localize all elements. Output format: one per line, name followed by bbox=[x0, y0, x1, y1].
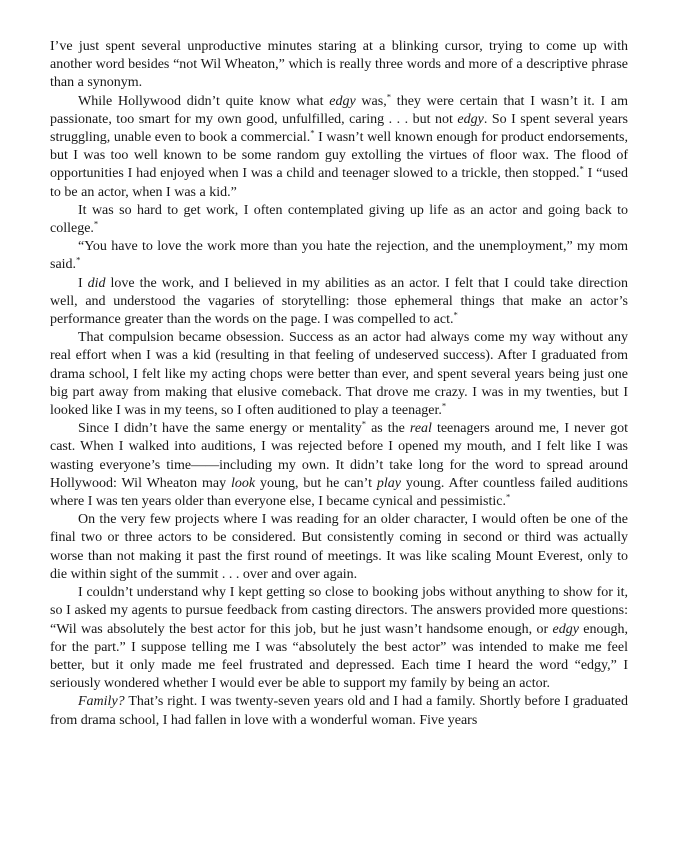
body-text: That compulsion became obsession. Success as an actor had always come my way without any real effort when I was a kid (resulting in that feeling of undeserved success). After I graduated from drama school, I felt like my acting chops were better than ever, and spent several years being just one big part away from making that elusive comeback. That drove me crazy. I was in my twenties, but I looked like I was in my teens, so I often auditioned to play a teenager. bbox=[50, 330, 628, 419]
body-text: “You have to love the work more than you hate the rejection, and the unemployment,” my mom said. bbox=[50, 239, 628, 273]
footnote-marker: * bbox=[453, 309, 458, 320]
emphasis-text: edgy bbox=[329, 93, 356, 109]
paragraph bbox=[50, 511, 628, 584]
body-text: Since I didn’t have the same energy or mentality bbox=[78, 421, 362, 437]
body-text: as the bbox=[366, 421, 410, 437]
body-text: young, but he can’t bbox=[255, 475, 377, 491]
body-text: I wasn’t well known enough for product endorsements, but I was too well known to be some random guy extolling the virtues of floor wax. The flood of opportunities I had enjoyed when I was a child and teenager slowed to a trickle, then stopped. bbox=[50, 130, 628, 182]
body-text: I “used to be an actor, when I was a kid.” bbox=[50, 166, 628, 200]
body-text: they were certain that I wasn’t it. I am passionate, too smart for my own good, unfulfilled, caring . . . but not bbox=[50, 93, 628, 127]
body-text: I couldn’t understand why I kept getting so close to booking jobs without anything to show for it, so I asked my agents to pursue feedback from casting directors. The answers provided more questions: “Wil was absolutely the best actor for this job, but he just wasn’t handsome enough, or bbox=[50, 585, 628, 637]
emphasis-text: Family? bbox=[78, 694, 125, 710]
emphasis-text: edgy bbox=[457, 111, 484, 127]
body-text: enough, for the part.” I suppose telling me I was “absolutely the best actor” was intended to make me feel better, but it only made me feel frustrated and depressed. Each time I heard the word “edgy,” I seriously wondered whether I would ever be able to support my family by being an actor. bbox=[50, 621, 628, 692]
paragraph bbox=[50, 38, 628, 93]
footnote-marker: * bbox=[386, 90, 392, 101]
body-text: I bbox=[78, 275, 88, 291]
body-text: was, bbox=[355, 93, 387, 109]
emphasis-text: edgy bbox=[552, 621, 579, 637]
paragraph bbox=[50, 90, 628, 202]
paragraph bbox=[50, 584, 628, 693]
body-text: On the very few projects where I was reading for an older character, I would often be one of the final two or three actors to be considered. But consistently coming in second or third was actually worse than not making it past the first round of meetings. It was like scaling Mount Everest, only to die within sight of the summit . . . over and over again. bbox=[50, 512, 628, 582]
paragraph bbox=[50, 275, 628, 330]
body-text: While Hollywood didn’t quite know what bbox=[78, 93, 330, 109]
body-text: love the work, and I believed in my abilities as an actor. I felt that I could take direction well, and understood the vagaries of storytelling: those ephemeral things that make an actor’s performance greater than the words on the page. I was compelled to act. bbox=[50, 275, 628, 328]
paragraph bbox=[50, 693, 628, 729]
body-text: . So I spent several years struggling, unable even to book a commercial. bbox=[50, 111, 628, 146]
emphasis-text: look bbox=[231, 475, 256, 491]
footnote-marker: * bbox=[76, 254, 81, 265]
emphasis-text: play bbox=[376, 475, 401, 491]
body-text: teenagers around me, I never got cast. When I walked into auditions, I was rejected before I opened my mouth, and I felt like I was wasting everyone’s time——including my own. It didn’t take long for the word to spread around Hollywood: Wil Wheaton may bbox=[50, 421, 628, 491]
paragraph bbox=[50, 202, 628, 238]
footnote-marker: * bbox=[361, 418, 367, 429]
emphasis-text: did bbox=[87, 275, 106, 291]
footnote-marker: * bbox=[441, 400, 447, 411]
body-text: It was so hard to get work, I often contemplated giving up life as an actor and going back to college. bbox=[50, 202, 628, 237]
footnote-marker: * bbox=[310, 127, 315, 138]
body-text: young. After countless failed auditions where I was ten years older than everyone else, I became cynical and pessimistic. bbox=[50, 475, 628, 510]
paragraph bbox=[50, 238, 628, 274]
page-text bbox=[50, 38, 628, 730]
body-text: That’s right. I was twenty-seven years old and I had a family. Shortly before I graduated from drama school, I had fallen in love with a wonderful woman. Five years bbox=[50, 694, 628, 728]
footnote-marker: * bbox=[579, 163, 584, 174]
paragraph bbox=[50, 329, 628, 420]
footnote-marker: * bbox=[505, 491, 511, 502]
footnote-marker: * bbox=[93, 218, 99, 229]
body-text: I’ve just spent several unproductive minutes staring at a blinking cursor, trying to come up with another word besides “not Wil Wheaton,” which is really three words and more of a descriptive phrase than a synonym. bbox=[50, 39, 628, 91]
paragraph bbox=[50, 420, 628, 511]
emphasis-text: real bbox=[409, 421, 432, 437]
